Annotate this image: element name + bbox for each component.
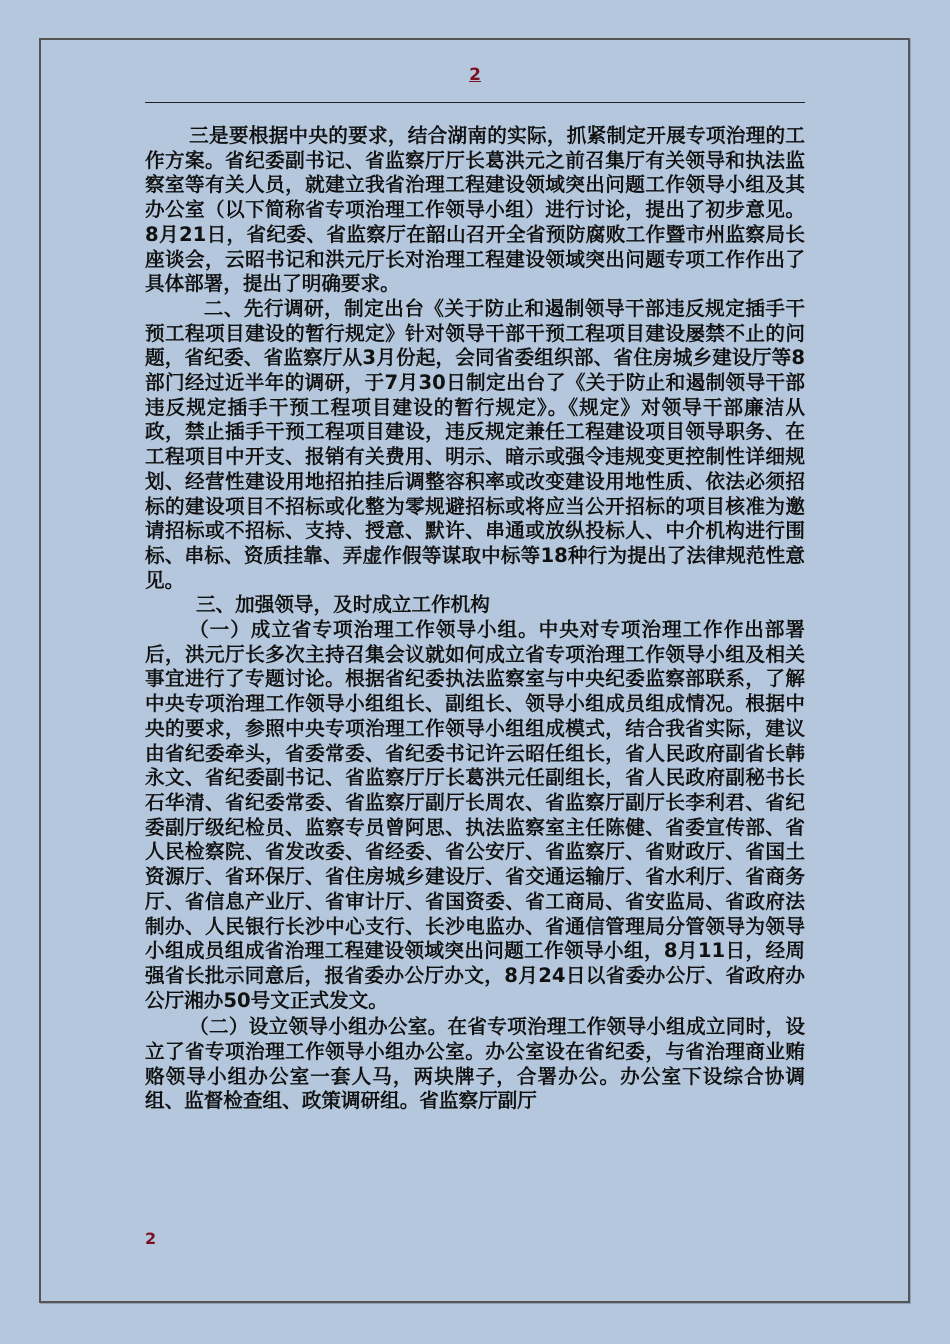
paragraph-research-regulation: 二、先行调研，制定出台《关于防止和遏制领导干部违反规定插手干预工程项目建设的暂行规定》针对领导干部干预工程项目建设屡禁不止的问题，省纪委、省监察厅从3月份起，会同省委组织部、省住房城乡建设厅等8部门经过近半年的调研，于7月30日制定出台了《关于防止和遏制领导干部违反规定插手干预工程项目建设的暂行规定》。《规定》对领导干部廉洁从政，禁止插手干预工程项目建设，违反规定兼任工程建设项目领导职务、在工程项目中开支、报销有关费用、明示、暗示或强令违规变更控制性详细规划、经营性建设用地招拍挂后调整容积率或改变建设用地性质、依法必须招标的建设项目不招标或化整为零规避招标或将应当公开招标的项目核准为邀请招标或不招标、支持、授意、默许、串通或放纵投标人、中介机构进行围标、串标、资质挂靠、弄虚作假等谋取中标等18种行为提出了法律规范性意见。 — [145, 296, 805, 592]
section-heading-leadership: 三、加强领导，及时成立工作机构 — [195, 593, 490, 617]
footer-page-number: 2 — [145, 1229, 157, 1248]
document-body — [145, 124, 805, 1114]
paragraph-work-plan: 三是要根据中央的要求，结合湖南的实际，抓紧制定开展专项治理的工作方案。省纪委副书记、省监察厅厅长葛洪元之前召集厅有关领导和执法监察室等有关人员，就建立我省治理工程建设领域突出问题工作领导小组及其办公室（以下简称省专项治理工作领导小组）进行讨论，提出了初步意见。8月21日，省纪委、省监察厅在韶山召开全省预防腐败工作暨市州监察局长座谈会，云昭书记和洪元厅长对治理工程建设领域突出问题专项工作作出了具体部署，提出了明确要求。 — [145, 124, 805, 296]
paragraph-office: （二）设立领导小组办公室。在省专项治理工作领导小组成立同时，设立了省专项治理工作领导小组办公室。办公室设在省纪委，与省治理商业贿赂领导小组办公室一套人马，两块牌子，合署办公。办公室下设综合协调组、监督检查组、政策调研组。省监察厅副厅 — [145, 1015, 805, 1113]
header-page-number: 2 — [469, 65, 481, 85]
header-rule — [145, 102, 805, 103]
paragraph-leading-group: （一）成立省专项治理工作领导小组。中央对专项治理工作作出部署后，洪元厅长多次主持召集会议就如何成立省专项治理工作领导小组及相关事宜进行了专题讨论。根据省纪委执法监察室与中央纪委监察部联系，了解中央专项治理工作领导小组组长、副组长、领导小组成员组成情况。根据中央的要求，参照中央专项治理工作领导小组组成模式，结合我省实际，建议由省纪委牵头，省委常委、省纪委书记许云昭任组长，省人民政府副省长韩永文、省纪委副书记、省监察厅厅长葛洪元任副组长，省人民政府副秘书长石华清、省纪委常委、省监察厅副厅长周农、省监察厅副厅长李利君、省纪委副厅级纪检员、监察专员曾阿思、执法监察室主任陈健、省委宣传部、省人民检察院、省发改委、省经委、省公安厅、省监察厅、省财政厅、省国土资源厅、省环保厅、省住房城乡建设厅、省交通运输厅、省水利厅、省商务厅、省信息产业厅、省审计厅、省国资委、省工商局、省安监局、省政府法制办、人民银行长沙中心支行、长沙电监办、省通信管理局分管领导为领导小组成员组成省治理工程建设领域突出问题工作领导小组，8月11日，经周强省长批示同意后，报省委办公厅办文，8月24日以省委办公厅、省政府办公厅湘办50号文正式发文。 — [145, 618, 805, 1012]
